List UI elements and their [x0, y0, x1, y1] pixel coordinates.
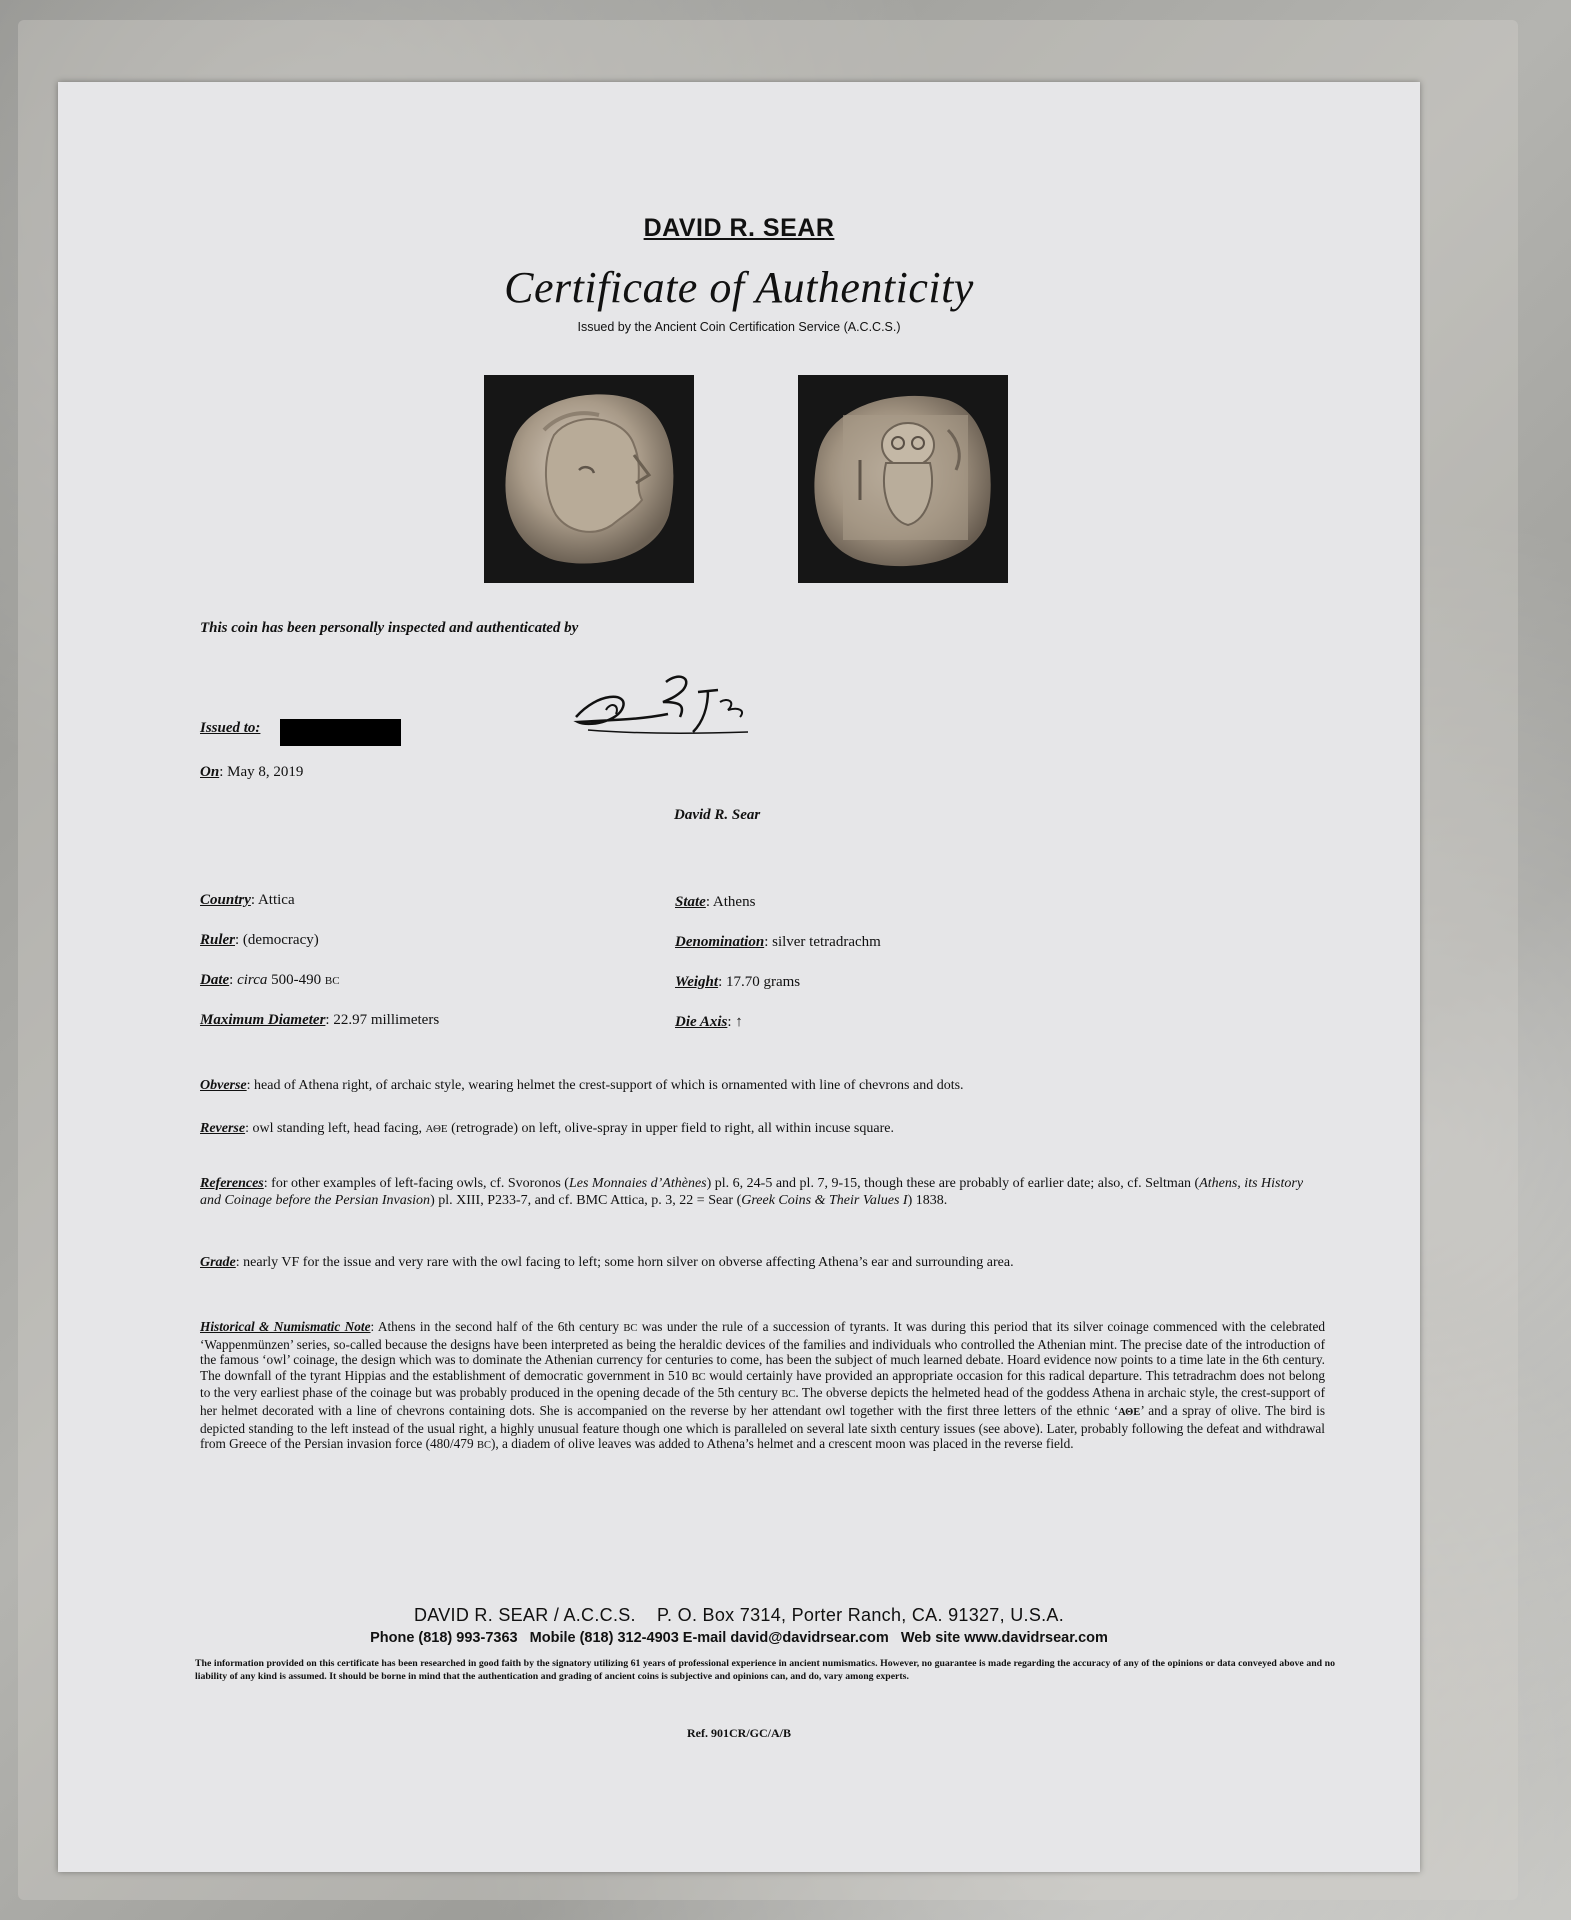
country-label: Country: [200, 892, 251, 908]
state-value: : Athens: [705, 894, 756, 910]
historical-text-4: . The obverse depicts the helmeted head of the goddess Athena in archaic style, the crest-support of her helmet decorated with a line of chevrons containing dots. She is accompanied on the reverse by her attendant owl together with the first three letters of the ethnic ‘: [200, 1385, 1325, 1418]
historical-bc-1: BC: [623, 1323, 638, 1334]
historical-text-3: would certainly have provided an appropriate occasion for this radical departure. This tetradrachm does not belong to the very earliest phase of the coinage but was probably produced in the opening decade of the 5th century: [200, 1367, 1326, 1401]
die-axis-value: : ↑: [727, 1014, 743, 1030]
denomination-field: [675, 934, 881, 951]
date-field: [200, 972, 340, 989]
footer-address: DAVID R. SEAR / A.C.C.S. P. O. Box 7314, Porter Ranch, CA. 91327, U.S.A.: [413, 1605, 1065, 1625]
date-value: 500-490: [271, 972, 322, 988]
reverse-coin-photo: [798, 375, 1008, 583]
historical-text-1: : Athens in the second half of the 6th century: [370, 1319, 619, 1334]
historical-text-2: was under the rule of a succession of tyrants. It was during this period that its silver coinage commenced with the celebrated ‘Wappenmünzen’ series, so-called because the designs have been interpreted as being the heraldic devices of the families and individuals who controlled the Athenian mint. The precise date of the introduction of the famous ‘owl’ coinage, the design which was to dominate the Athenian currency for centuries to come, has been the subject of much learned debate. Hoard evidence now points to a time late in the 6th century. The downfall of the tyrant Hippias and the establishment of democratic government in 510: [200, 1319, 1326, 1383]
certificate-page: [58, 82, 1420, 1872]
references-text-4: ) 1838.: [907, 1193, 948, 1208]
obverse-label: Obverse: [200, 1078, 247, 1093]
historical-bc-2: BC: [691, 1371, 706, 1383]
historical-ethnic: ΑΘΕ: [1118, 1406, 1141, 1418]
weight-label: Weight: [675, 974, 719, 990]
issued-by-line: Issued by the Ancient Coin Certification Service (A.C.C.S.): [577, 320, 901, 334]
historical-note: [200, 1319, 1325, 1454]
denomination-label: Denomination: [675, 934, 765, 950]
handwritten-signature: [568, 662, 768, 752]
disclaimer-text: The information provided on this certificate has been researched in good faith by the signatory utilizing 61 years of professional experience in ancient numismatics. However, no guarantee is made regarding the accuracy of any of the opinions or data conveyed above and no liability of any kind is assumed. It should be borne in mind that the authentication and grading of ancient coins is subjective and opinions can, and do, vary among experts.: [195, 1658, 1335, 1682]
signatory-name: David R. Sear: [674, 807, 761, 823]
references-text-3: ) pl. XIII, P233-7, and cf. BMC Attica, p. 3, 22 = Sear (: [430, 1193, 742, 1208]
historical-text-6: ), a diadem of olive leaves was added to Athena’s helmet and a crescent moon was placed in the reverse field.: [490, 1436, 1074, 1452]
references-paragraph: [200, 1175, 1325, 1209]
historical-bc-4: BC: [476, 1440, 491, 1452]
footer-contact: Phone (818) 993-7363 Mobile (818) 312-4903 E-mail david@davidrsear.com Web site www.davidrsear.com: [370, 1630, 1108, 1646]
die-axis-field: [675, 1014, 743, 1031]
references-text-1: : for other examples of left-facing owls, cf. Svoronos (: [263, 1176, 569, 1191]
reverse-description: [200, 1120, 1320, 1138]
ruler-value: : (democracy): [235, 932, 319, 948]
reverse-ethnic: ΑΘΕ: [425, 1123, 448, 1135]
country-field: [200, 892, 295, 909]
certificate-title: Certificate of Authenticity: [504, 263, 974, 312]
obverse-description: [200, 1077, 1320, 1094]
diameter-field: [200, 1012, 439, 1029]
country-value: : Attica: [250, 892, 295, 908]
grade-text: : nearly VF for the issue and very rare with the owl facing to left; some horn silver on obverse affecting Athena’s ear and surrounding area.: [235, 1255, 1014, 1270]
reference-code: Ref. 901CR/GC/A/B: [687, 1726, 791, 1740]
historical-label: Historical & Numismatic Note: [200, 1319, 371, 1334]
state-label: State: [675, 894, 706, 910]
diameter-label: Maximum Diameter: [200, 1012, 326, 1028]
issue-date-line: [200, 764, 303, 781]
state-field: [675, 894, 755, 911]
references-title-1: Les Monnaies d’Athènes: [568, 1176, 707, 1191]
redacted-name-box: [280, 719, 401, 746]
obverse-coin-photo: [484, 375, 694, 583]
historical-bc-3: BC: [781, 1389, 796, 1401]
issued-to-label: Issued to:: [200, 720, 261, 736]
reverse-text-2: (retrograde) on left, olive-spray in upper field to right, all within incuse square.: [451, 1121, 894, 1136]
brand-heading: DAVID R. SEAR: [643, 214, 835, 242]
grade-label: Grade: [200, 1255, 236, 1270]
reverse-label: Reverse: [200, 1121, 246, 1136]
ruler-field: [200, 932, 319, 949]
date-label: Date: [200, 972, 230, 988]
denomination-value: : silver tetradrachm: [764, 934, 881, 950]
references-text-2: ) pl. 6, 24-5 and pl. 7, 9-15, though these are probably of earlier date; also, cf. Seltman (: [706, 1176, 1200, 1191]
references-title-3: Greek Coins & Their Values I: [741, 1193, 908, 1208]
on-label: On: [200, 764, 220, 780]
grade-paragraph: [200, 1254, 1325, 1271]
obverse-text: : head of Athena right, of archaic style, wearing helmet the crest-support of which is ornamented with line of chevrons and dots.: [246, 1078, 964, 1093]
historical-text-5: ’ and a spray of olive. The bird is depicted standing to the left instead of the usual right, a highly unusual feature though one which is paralleled on several late sixth century issues (see above). Later, probably following the defeat and withdrawal from Greece of the Persian invasion force (480/479: [200, 1402, 1325, 1452]
references-title-2: Athens, its History and Coinage before the Persian Invasion: [200, 1176, 1304, 1208]
weight-field: [675, 974, 800, 991]
weight-value: : 17.70 grams: [718, 974, 801, 990]
date-era: BC: [324, 975, 340, 987]
inspection-statement: This coin has been personally inspected and authenticated by: [200, 620, 579, 636]
date-circa: circa: [237, 972, 268, 988]
die-axis-label: Die Axis: [675, 1014, 728, 1030]
diameter-value: : 22.97 millimeters: [325, 1012, 440, 1028]
issue-date: : May 8, 2019: [219, 764, 304, 780]
reverse-text-1: : owl standing left, head facing,: [245, 1121, 422, 1136]
ruler-label: Ruler: [200, 932, 236, 948]
references-label: References: [200, 1176, 264, 1191]
date-colon: :: [229, 972, 234, 988]
